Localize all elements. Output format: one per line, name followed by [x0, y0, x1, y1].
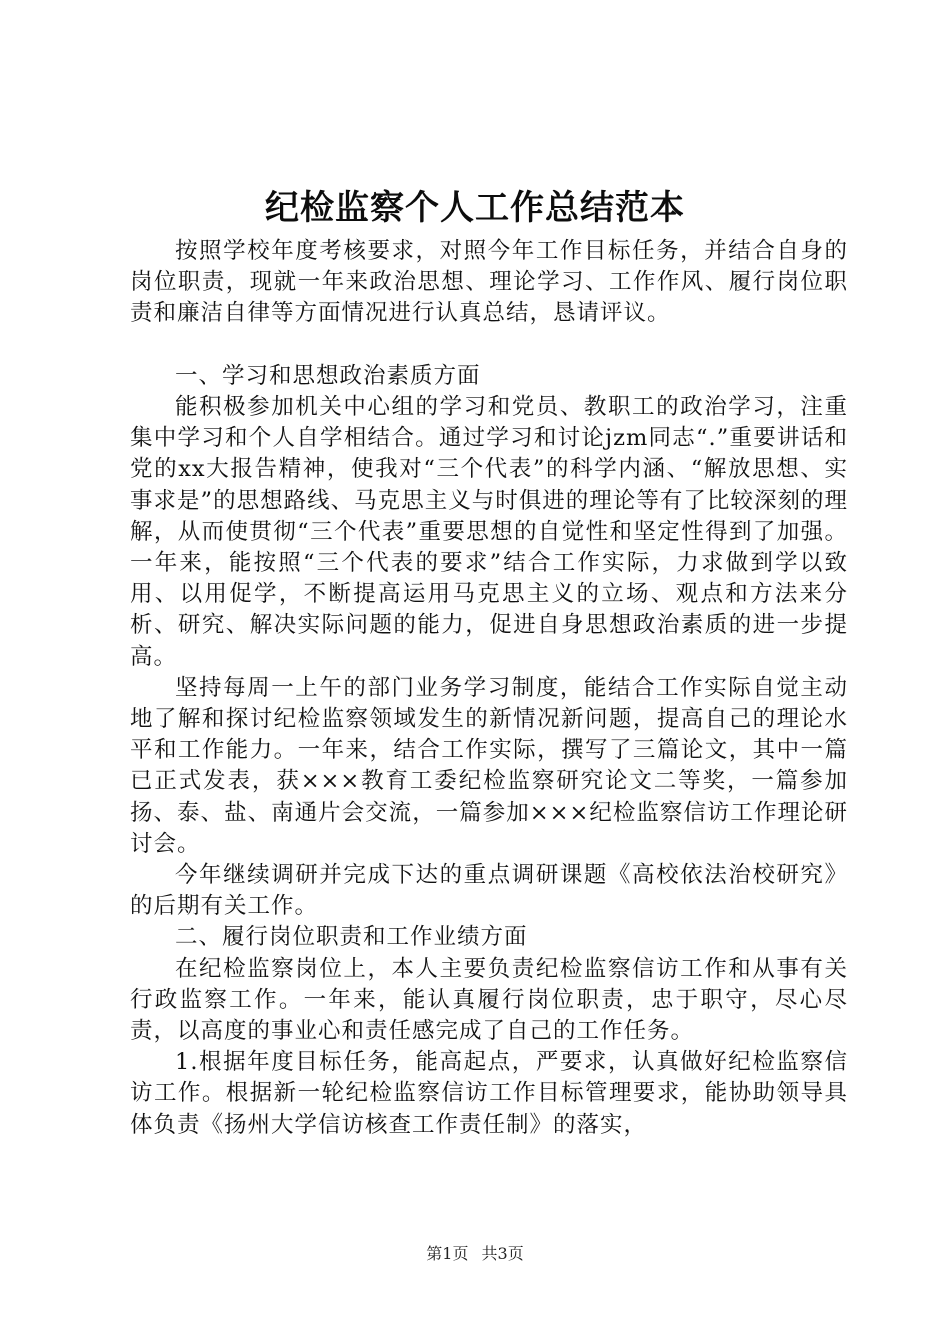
- page-total: 共3页: [481, 1244, 524, 1263]
- document-title: 纪检监察个人工作总结范本: [265, 188, 685, 228]
- body-paragraph: 今年继续调研并完成下达的重点调研课题《高校依法治校研究》的后期有关工作。: [130, 862, 848, 920]
- body-paragraph: 1.根据年度目标任务，能高起点，严要求，认真做好纪检监察信访工作。根据新一轮纪检监察信访工作目标管理要求，能协助领导具体负责《扬州大学信访核查工作责任制》的落实，: [130, 1049, 848, 1138]
- page-footer: [0, 1243, 950, 1265]
- section-heading-2: 二、履行岗位职责和工作业绩方面: [175, 924, 528, 951]
- intro-paragraph: 按照学校年度考核要求，对照今年工作目标任务，并结合自身的岗位职责，现就一年来政治思想、理论学习、工作作风、履行岗位职责和廉洁自律等方面情况进行认真总结，恳请评议。: [130, 238, 848, 327]
- section-heading-1: 一、学习和思想政治素质方面: [175, 362, 481, 389]
- document-body: [130, 236, 848, 1141]
- blank-line: [130, 330, 848, 361]
- body-paragraph: 在纪检监察岗位上，本人主要负责纪检监察信访工作和从事有关行政监察工作。一年来，能认真履行岗位职责，忠于职守，尽心尽责，以高度的事业心和责任感完成了自己的工作任务。: [130, 955, 848, 1045]
- body-paragraph: 坚持每周一上午的部门业务学习制度，能结合工作实际自觉主动地了解和探讨纪检监察领域发生的新情况新问题，提高自己的理论水平和工作能力。一年来，结合工作实际，撰写了三篇论文，其中一篇已正式发表，获×××教育工委纪检监察研究论文二等奖，一篇参加扬、泰、盐、南通片会交流，一篇参加×××纪检监察信访工作理论研讨会。: [130, 674, 848, 857]
- body-paragraph: 能积极参加机关中心组的学习和党员、教职工的政治学习，注重集中学习和个人自学相结合。通过学习和讨论jzm同志“.”重要讲话和党的xx大报告精神，使我对“三个代表”的科学内涵、“解放思想、实事求是”的思想路线、马克思主义与时俱进的理论等有了比较深刻的理解，从而使贯彻“三个代表”重要思想的自觉性和坚定性得到了加强。一年来，能按照“三个代表的要求”结合工作实际，力求做到学以致用、以用促学，不断提高运用马克思主义的立场、观点和方法来分析、研究、解决实际问题的能力，促进自身思想政治素质的进一步提高。: [130, 394, 848, 670]
- page-number: 第1页: [426, 1244, 469, 1263]
